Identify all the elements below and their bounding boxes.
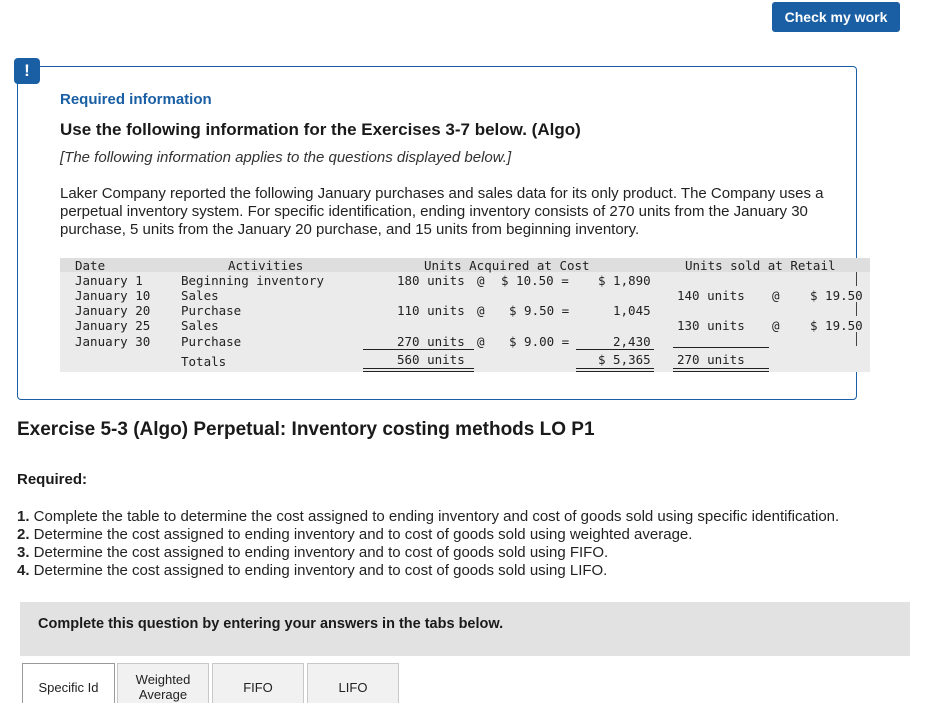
step-item: 1. Complete the table to determine the cost assigned to ending inventory and cost of goods sold using specific identification. <box>17 508 840 525</box>
row-acq-at: @ <box>477 273 485 288</box>
row-date: January 1 <box>75 273 143 288</box>
totals-acq-total: $ 5,365 <box>598 352 651 367</box>
exercise-heading: Exercise 5-3 (Algo) Perpetual: Inventory costing methods LO P1 <box>17 419 595 440</box>
header-units-acquired: Units Acquired at Cost <box>424 258 590 273</box>
scenario-paragraph: Laker Company reported the following January purchases and sales data for its only product. The Company uses a perpetual inventory system. For specific identification, ending inventory consists of 270 units from the January 30 purchase, 5 units from the January 20 purchase, and 15 units from beginning inventory. <box>60 185 824 238</box>
required-steps <box>17 508 839 580</box>
row-acq-cost: $ 10.50 = <box>501 273 569 288</box>
check-my-work-button[interactable]: Check my work <box>772 2 900 32</box>
row-activity: Sales <box>181 318 219 333</box>
row-acq-at: @ <box>477 334 485 349</box>
row-activity: Purchase <box>181 303 242 318</box>
step-item: 4. Determine the cost assigned to ending inventory and to cost of goods sold using LIFO. <box>17 562 608 579</box>
instructions-text: Complete this question by entering your answers in the tabs below. <box>38 616 504 632</box>
row-sold-at: @ <box>772 288 780 303</box>
units-subtotal-rule <box>363 349 474 350</box>
row-activity: Purchase <box>181 334 242 349</box>
row-date: January 25 <box>75 318 151 333</box>
table-divider <box>856 272 857 286</box>
cost-subtotal-rule <box>576 349 654 350</box>
info-note: [The following information applies to the questions displayed below.] <box>60 149 512 166</box>
table-divider <box>856 302 857 316</box>
row-activity: Beginning inventory <box>181 273 324 288</box>
totals-acq-units: 560 units <box>397 352 465 367</box>
step-item: 3. Determine the cost assigned to ending inventory and to cost of goods sold using FIFO. <box>17 544 609 561</box>
header-units-sold: Units sold at Retail <box>685 258 836 273</box>
row-activity: Sales <box>181 288 219 303</box>
row-acq-cost: $ 9.00 = <box>509 334 570 349</box>
cost-total-rule <box>576 368 654 372</box>
tab-weighted-average[interactable]: Weighted Average <box>117 663 209 703</box>
row-date: January 10 <box>75 288 151 303</box>
row-sold-units: 130 units <box>677 318 745 333</box>
totals-sold-units: 270 units <box>677 352 745 367</box>
row-date: January 20 <box>75 303 151 318</box>
row-sold-price: $ 19.50 <box>810 318 863 333</box>
row-acq-units: 180 units <box>397 273 465 288</box>
table-divider <box>856 332 857 346</box>
tab-lifo[interactable]: LIFO <box>307 663 399 703</box>
inventory-data-table <box>60 258 870 372</box>
header-date: Date <box>75 258 106 273</box>
row-sold-units: 140 units <box>677 288 745 303</box>
header-activities: Activities <box>228 258 304 273</box>
sold-subtotal-rule <box>673 347 769 348</box>
row-sold-at: @ <box>772 318 780 333</box>
row-acq-total: $ 1,890 <box>598 273 651 288</box>
row-acq-units: 270 units <box>397 334 465 349</box>
row-acq-total: 2,430 <box>613 334 651 349</box>
totals-label: Totals <box>181 354 227 369</box>
alert-icon: ! <box>14 58 40 84</box>
row-acq-cost: $ 9.50 = <box>509 303 570 318</box>
row-acq-units: 110 units <box>397 303 465 318</box>
tab-fifo[interactable]: FIFO <box>212 663 304 703</box>
required-information-label: Required information <box>60 91 212 108</box>
tab-specific-id[interactable]: Specific Id <box>22 663 115 703</box>
sold-total-rule <box>673 368 769 372</box>
row-acq-at: @ <box>477 303 485 318</box>
row-date: January 30 <box>75 334 151 349</box>
required-label: Required: <box>17 471 88 488</box>
units-total-rule <box>363 368 474 372</box>
row-sold-price: $ 19.50 <box>810 288 863 303</box>
row-acq-total: 1,045 <box>613 303 651 318</box>
step-item: 2. Determine the cost assigned to ending inventory and to cost of goods sold using weighted average. <box>17 526 693 543</box>
exercise-range-title: Use the following information for the Exercises 3-7 below. (Algo) <box>60 120 581 139</box>
